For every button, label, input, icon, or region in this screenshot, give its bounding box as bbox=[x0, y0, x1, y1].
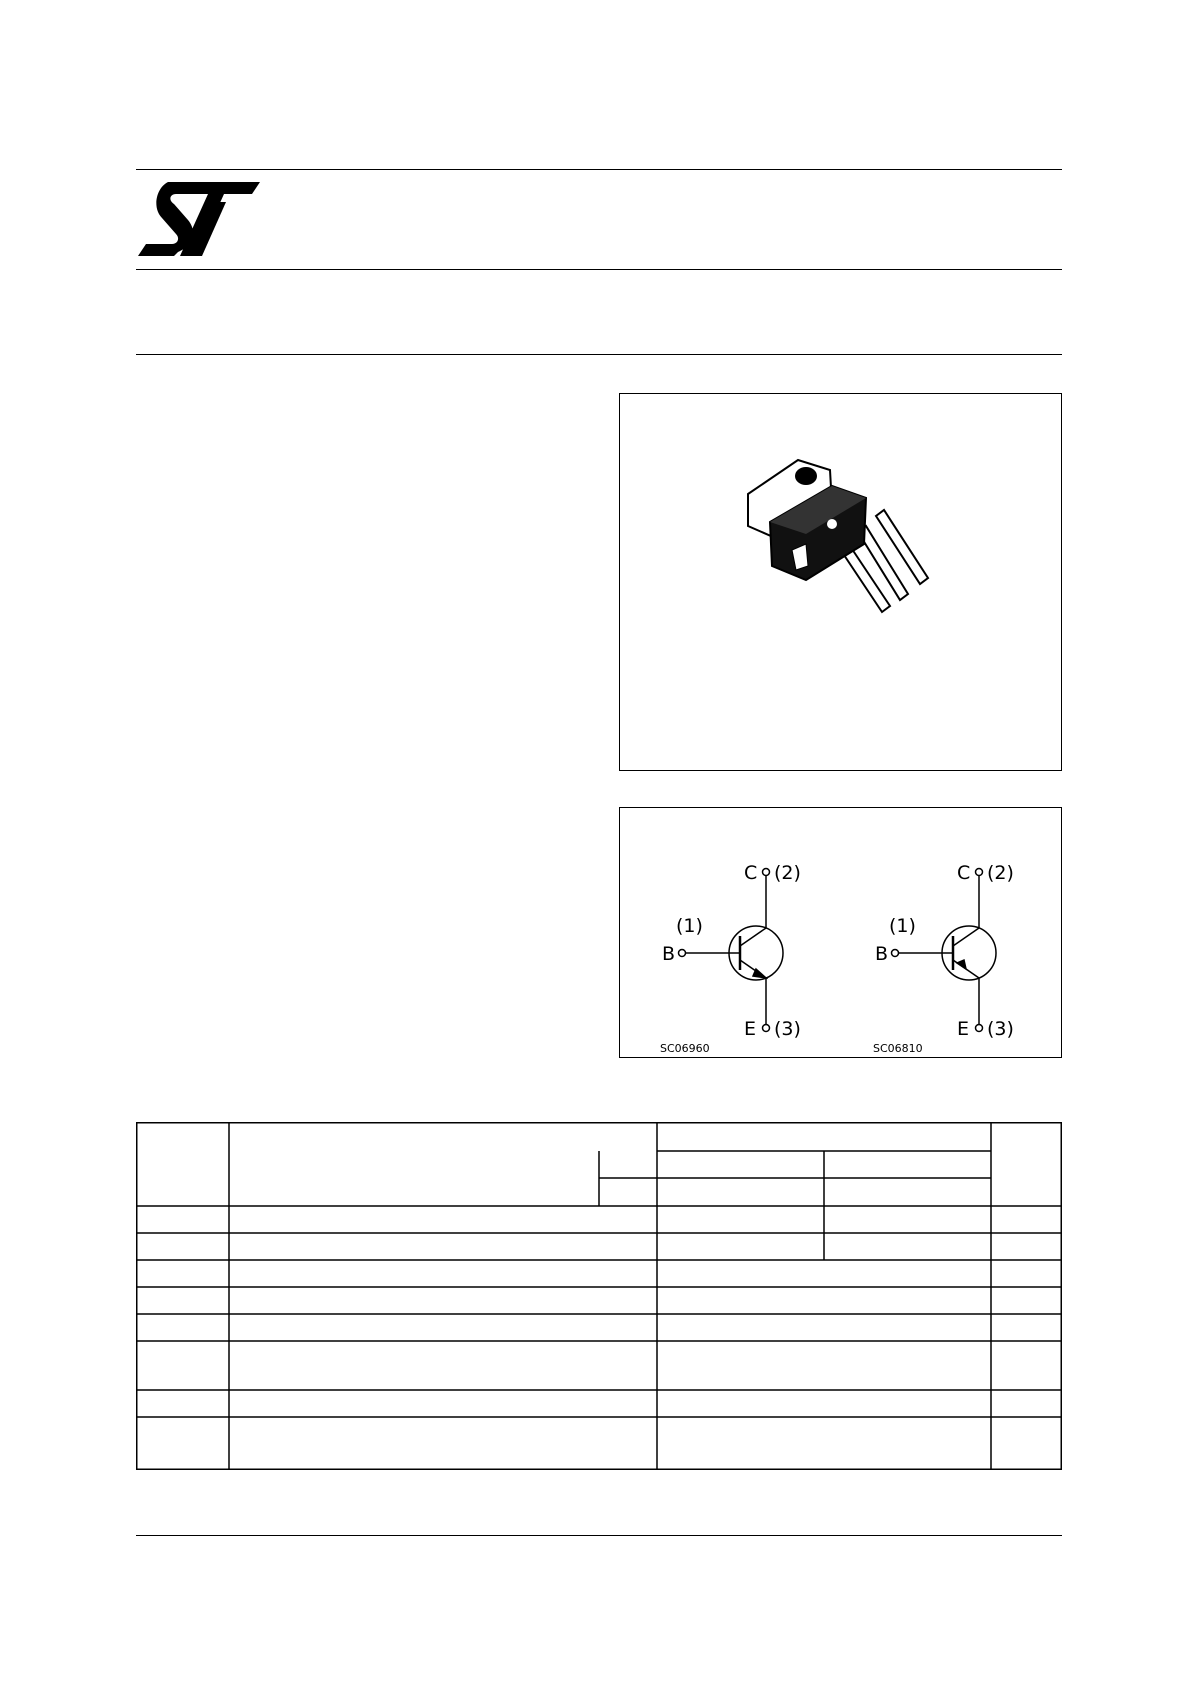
package-dimple bbox=[827, 519, 837, 529]
pnp-emitter-arrow bbox=[957, 960, 966, 969]
npn-emitter-pin: (3) bbox=[774, 1018, 801, 1040]
pnp-schematic bbox=[892, 869, 997, 1032]
pnp-base-terminal bbox=[892, 950, 899, 957]
npn-base-terminal bbox=[679, 950, 686, 957]
pnp-collector-label: C bbox=[957, 862, 971, 884]
npn-emitter-terminal bbox=[763, 1025, 770, 1032]
internal-schematic-frame bbox=[619, 807, 1062, 1058]
pnp-figure-code: SC06810 bbox=[873, 1042, 923, 1055]
package-mounting-hole bbox=[795, 467, 817, 485]
to220-package-illustration bbox=[620, 394, 1063, 772]
pnp-emitter-terminal bbox=[976, 1025, 983, 1032]
npn-base-label: B bbox=[662, 943, 676, 965]
pnp-base-label: B bbox=[875, 943, 889, 965]
pnp-collector-diag bbox=[953, 928, 979, 946]
npn-collector-label: C bbox=[744, 862, 758, 884]
pnp-emitter-label: E bbox=[957, 1018, 970, 1040]
npn-base-pin: (1) bbox=[676, 915, 703, 937]
npn-figure-code: SC06960 bbox=[660, 1042, 710, 1055]
top-rule bbox=[136, 169, 1062, 170]
npn-collector-terminal bbox=[763, 869, 770, 876]
schematic-diagrams bbox=[620, 808, 1063, 1059]
pnp-base-pin: (1) bbox=[889, 915, 916, 937]
title-rule bbox=[136, 354, 1062, 355]
npn-collector-pin: (2) bbox=[774, 862, 801, 884]
header-rule bbox=[136, 269, 1062, 270]
absolute-maximum-ratings-table bbox=[136, 1122, 1062, 1470]
npn-emitter-arrow bbox=[753, 969, 766, 978]
footer-rule bbox=[136, 1535, 1062, 1536]
pnp-emitter-pin: (3) bbox=[987, 1018, 1014, 1040]
npn-emitter-label: E bbox=[744, 1018, 757, 1040]
st-logo bbox=[136, 180, 262, 258]
npn-collector-diag bbox=[740, 928, 766, 946]
package-image-frame bbox=[619, 393, 1062, 771]
pnp-collector-pin: (2) bbox=[987, 862, 1014, 884]
pnp-collector-terminal bbox=[976, 869, 983, 876]
npn-schematic bbox=[679, 869, 784, 1032]
